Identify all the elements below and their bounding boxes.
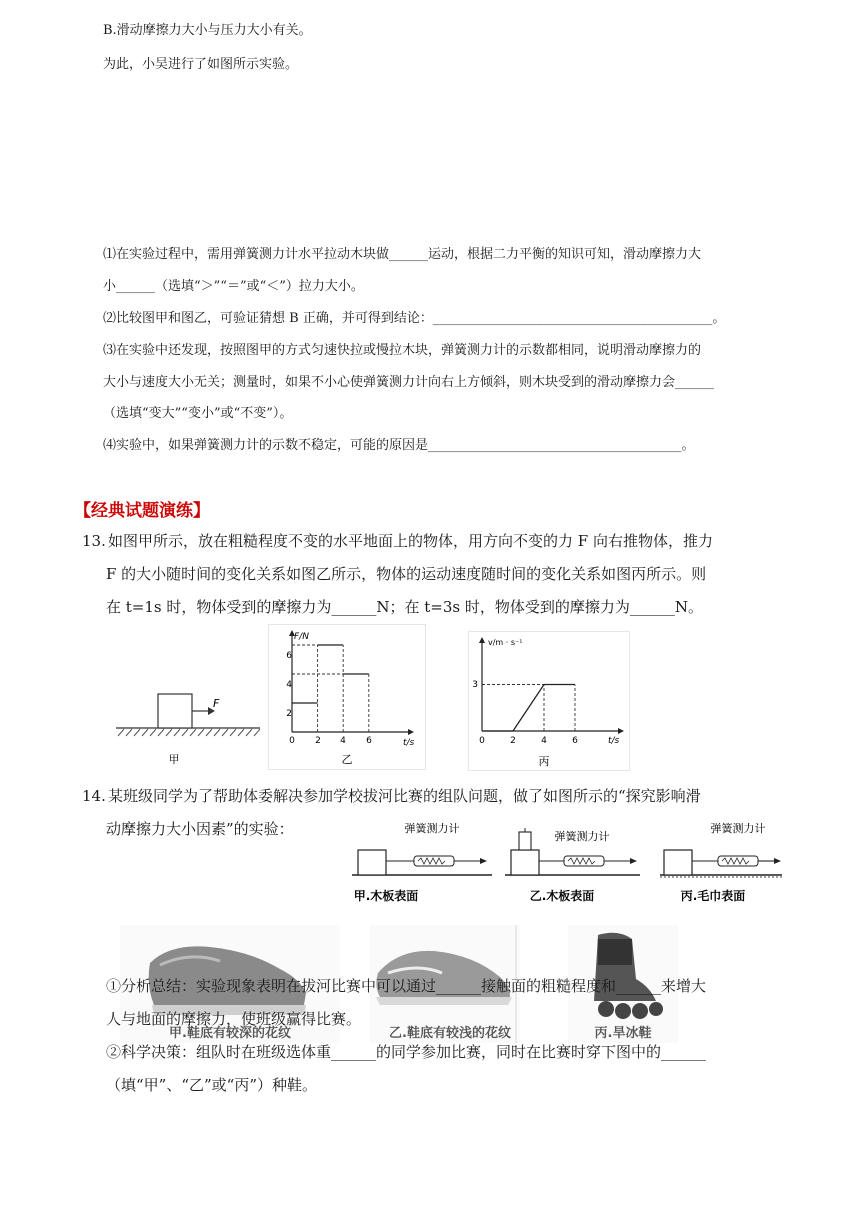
q14-line-2: 动摩擦力大小因素”的实验： <box>106 820 294 838</box>
bing-y-tick: 3 <box>472 680 478 690</box>
spring-scale-icon <box>718 856 758 866</box>
setup-caption: 丙.毛巾表面 <box>680 889 746 903</box>
yi-x-tick: 4 <box>340 736 346 746</box>
pull-arrow-icon <box>480 858 487 864</box>
subquestion-3-line-3: （选填“变大”“变小”或“不变”）。 <box>103 406 293 421</box>
q14-line-1: 某班级同学为了帮助体委解决参加学校拔河比赛的组队问题，做了如图所示的“探究影响滑 <box>108 787 701 805</box>
figure-yi-force-time <box>268 624 426 770</box>
object-block <box>158 694 192 728</box>
figure-jia <box>112 650 264 770</box>
yi-x-axis-label: t/s <box>403 738 415 748</box>
q13-line-2: F 的大小随时间的变化关系如图乙所示，物体的运动速度随时间的变化关系如图丙所示。则 <box>106 565 707 583</box>
bing-x-tick: 6 <box>572 736 578 746</box>
yi-y-tick: 4 <box>286 680 292 690</box>
pull-arrow-icon <box>630 858 637 864</box>
subquestion-4: ⑷实验中，如果弹簧测力计的示数不稳定，可能的原因是_______________________________________。 <box>103 438 695 453</box>
setup-caption: 乙.木板表面 <box>529 889 595 903</box>
q14-part-2-line-1: ②科学决策：组队时在班级选体重______的同学参加比赛，同时在比赛时穿下图中的______ <box>106 1043 707 1061</box>
q14-number: 14. <box>82 787 106 805</box>
x-axis-arrow-icon <box>618 728 624 734</box>
wood-block <box>358 850 386 875</box>
q14-part-1-line-1: ①分析总结：实验现象表明在拔河比赛中可以通过______接触面的粗糙程度和______来增大 <box>106 977 707 995</box>
caption-bing: 丙 <box>538 755 550 768</box>
shoe-caption: 乙.鞋底有较浅的花纹 <box>389 1026 511 1041</box>
hypothesis-b: B.滑动摩擦力大小与压力大小有关。 <box>103 23 312 38</box>
shoe-caption: 丙.旱冰鞋 <box>594 1026 652 1041</box>
wood-block <box>511 850 539 875</box>
setup-yi <box>505 828 640 903</box>
bing-y-axis-label: v/m · s⁻¹ <box>488 638 523 647</box>
y-axis-arrow-icon <box>479 637 485 643</box>
setup-jia <box>352 821 492 903</box>
wood-block <box>664 850 692 875</box>
q13-number: 13. <box>82 532 106 550</box>
subquestion-2: ⑵比较图甲和图乙，可验证猜想 B 正确，并可得到结论：___________________________________________。 <box>103 311 726 326</box>
yi-x-tick: 2 <box>315 736 321 746</box>
subquestion-3-line-1: ⑶在实验中还发现，按照图甲的方式匀速快拉或慢拉木块，弹簧测力计的示数都相同，说明滑动摩擦力的 <box>103 343 702 358</box>
setup-bing <box>660 821 782 903</box>
weight-icon <box>519 832 531 850</box>
section-heading: 【经典试题演练】 <box>74 501 210 521</box>
q13-line-3: 在 t=1s 时，物体受到的摩擦力为______N；在 t=3s 时，物体受到的摩擦力为______N。 <box>106 598 703 616</box>
yi-x-tick: 0 <box>289 736 295 746</box>
setup-caption: 甲.木板表面 <box>353 889 419 903</box>
caption-jia: 甲 <box>168 753 180 766</box>
figure-bing-velocity-time <box>468 631 630 771</box>
gauge-label: 弹簧测力计 <box>554 830 610 843</box>
yi-y-tick: 6 <box>286 651 292 661</box>
bing-x-tick: 4 <box>541 736 547 746</box>
x-axis-arrow-icon <box>408 729 414 735</box>
velocity-line <box>482 685 575 732</box>
spring-scale-icon <box>414 856 454 866</box>
q14-part-1-line-2: 人与地面的摩擦力，使班级赢得比赛。 <box>106 1010 362 1028</box>
velocity-time-plot <box>479 637 624 734</box>
bing-x-tick: 0 <box>479 736 485 746</box>
spring-scale-setups <box>340 818 785 910</box>
caption-yi: 乙 <box>341 753 353 766</box>
gauge-label: 弹簧测力计 <box>710 822 766 835</box>
force-label: F <box>213 697 220 710</box>
pull-arrow-icon <box>774 858 781 864</box>
subquestion-1-line-2: 小______（选填“＞”“＝”或“＜”）拉力大小。 <box>103 279 364 294</box>
bing-x-tick: 2 <box>510 736 516 746</box>
spring-scale-icon <box>564 856 604 866</box>
subquestion-3-line-2: 大小与速度大小无关；测量时，如果不小心使弹簧测力计向右上方倾斜，则木块受到的滑动摩擦力会______ <box>103 375 715 390</box>
experiment-intro: 为此，小吴进行了如图所示实验。 <box>103 57 299 72</box>
yi-x-tick: 6 <box>366 736 372 746</box>
shoe-caption: 甲.鞋底有较深的花纹 <box>169 1026 291 1041</box>
q13-line-1: 如图甲所示，放在粗糙程度不变的水平地面上的物体，用方向不变的力 F 向右推物体，推力 <box>108 532 713 550</box>
yi-y-tick: 2 <box>286 709 292 719</box>
yi-y-axis-label: F/N <box>294 632 309 642</box>
q14-part-2-line-2: （填“甲”、“乙”或“丙”）种鞋。 <box>106 1076 318 1094</box>
gauge-label: 弹簧测力计 <box>404 822 460 835</box>
bing-x-axis-label: t/s <box>608 736 620 746</box>
subquestion-1-line-1: ⑴在实验过程中，需用弹簧测力计水平拉动木块做______运动，根据二力平衡的知识可知，滑动摩擦力大 <box>103 247 702 262</box>
force-time-plot <box>289 630 414 735</box>
